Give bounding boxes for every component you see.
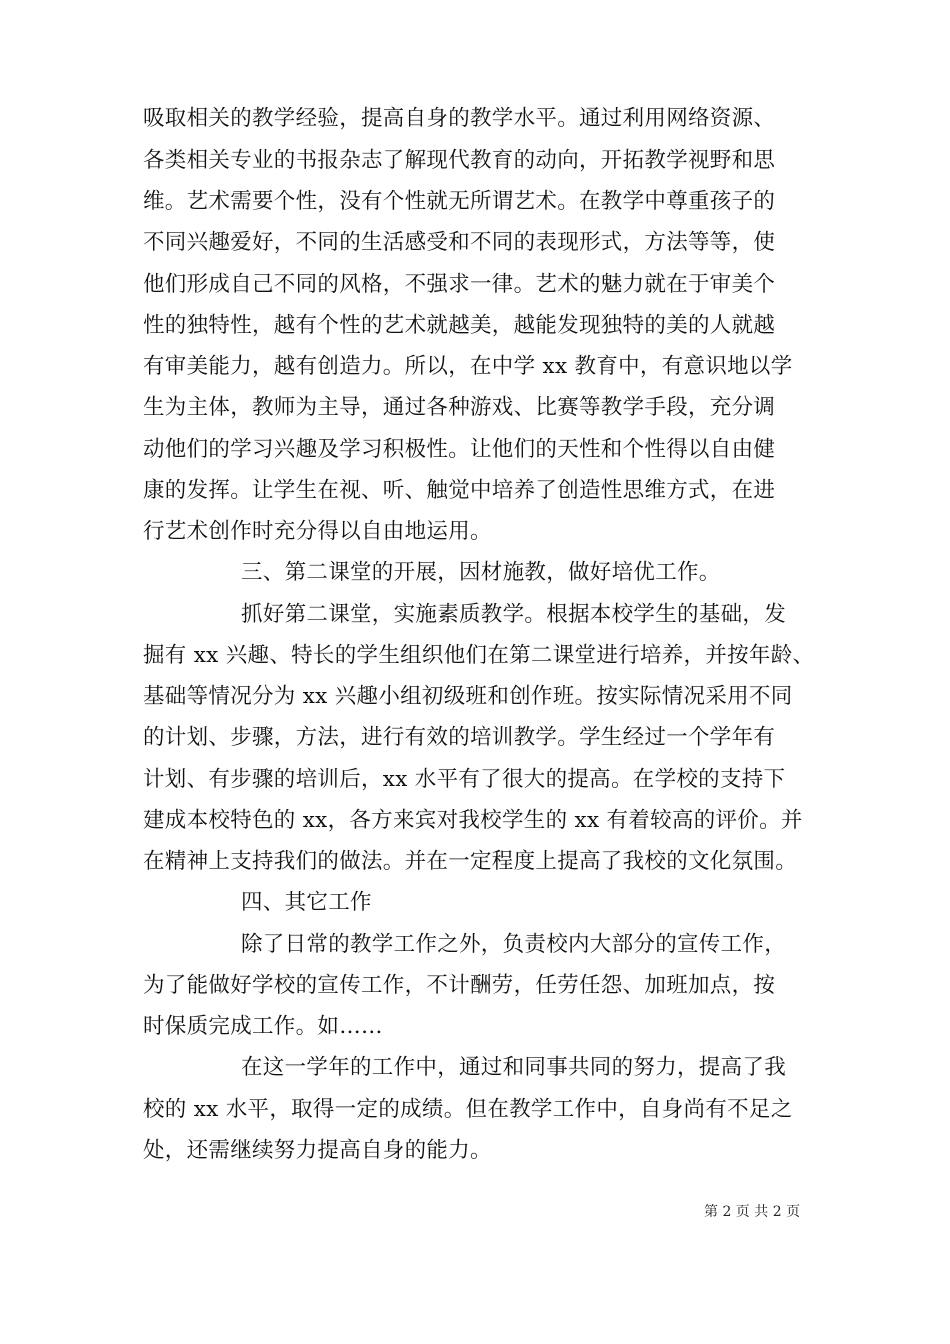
text-line: 在精神上支持我们的做法。并在一定程度上提高了我校的文化氛围。 xyxy=(143,849,798,874)
text-line: 有审美能力，越有创造力。所以，在中学 xx 教育中，有意识地以学 xyxy=(143,354,793,379)
paragraph-start-line: 在这一学年的工作中，通过和同事共同的努力，提高了我 xyxy=(241,1055,787,1080)
text-line: 不同兴趣爱好，不同的生活感受和不同的表现形式，方法等等，使 xyxy=(143,230,776,255)
text-line: 的计划、步骤，方法，进行有效的培训教学。学生经过一个学年有 xyxy=(143,725,776,750)
text-line: 行艺术创作时充分得以自由地运用。 xyxy=(143,519,492,544)
page-number-footer: 第 2 页 共 2 页 xyxy=(704,1204,801,1220)
text-line: 时保质完成工作。如…… xyxy=(143,1014,383,1039)
text-line: 他们形成自己不同的风格，不强求一律。艺术的魅力就在于审美个 xyxy=(143,272,776,297)
text-line: 康的发挥。让学生在视、听、触觉中培养了创造性思维方式，在进 xyxy=(143,478,776,503)
paragraph-start-line: 抓好第二课堂，实施素质教学。根据本校学生的基础，发 xyxy=(241,602,787,627)
section-heading: 四、其它工作 xyxy=(241,890,372,915)
text-line: 维。艺术需要个性，没有个性就无所谓艺术。在教学中尊重孩子的 xyxy=(143,189,776,214)
text-line: 生为主体，教师为主导，通过各种游戏、比赛等教学手段，充分调 xyxy=(143,395,776,420)
paragraph-start-line: 除了日常的教学工作之外，负责校内大部分的宣传工作， xyxy=(241,932,787,957)
text-line: 处，还需继续努力提高自身的能力。 xyxy=(143,1138,492,1163)
text-line: 建成本校特色的 xx，各方来宾对我校学生的 xx 有着较高的评价。并 xyxy=(143,808,803,833)
text-line: 吸取相关的教学经验，提高自身的教学水平。通过利用网络资源、 xyxy=(143,106,776,131)
text-line: 为了能做好学校的宣传工作，不计酬劳，任劳任怨、加班加点，按 xyxy=(143,973,776,998)
text-line: 掘有 xx 兴趣、特长的学生组织他们在第二课堂进行培养，并按年龄、 xyxy=(143,643,815,668)
text-line: 各类相关专业的书报杂志了解现代教育的动向，开拓教学视野和思 xyxy=(143,148,776,173)
text-line: 校的 xx 水平，取得一定的成绩。但在教学工作中，自身尚有不足之 xyxy=(143,1097,793,1122)
text-line: 动他们的学习兴趣及学习积极性。让他们的天性和个性得以自由健 xyxy=(143,437,776,462)
section-heading: 三、第二课堂的开展，因材施教，做好培优工作。 xyxy=(241,560,721,585)
text-line: 基础等情况分为 xx 兴趣小组初级班和创作班。按实际情况采用不同 xyxy=(143,684,793,709)
text-line: 性的独特性，越有个性的艺术就越美，越能发现独特的美的人就越 xyxy=(143,313,776,338)
text-line: 计划、有步骤的培训后，xx 水平有了很大的提高。在学校的支持下 xyxy=(143,767,786,792)
